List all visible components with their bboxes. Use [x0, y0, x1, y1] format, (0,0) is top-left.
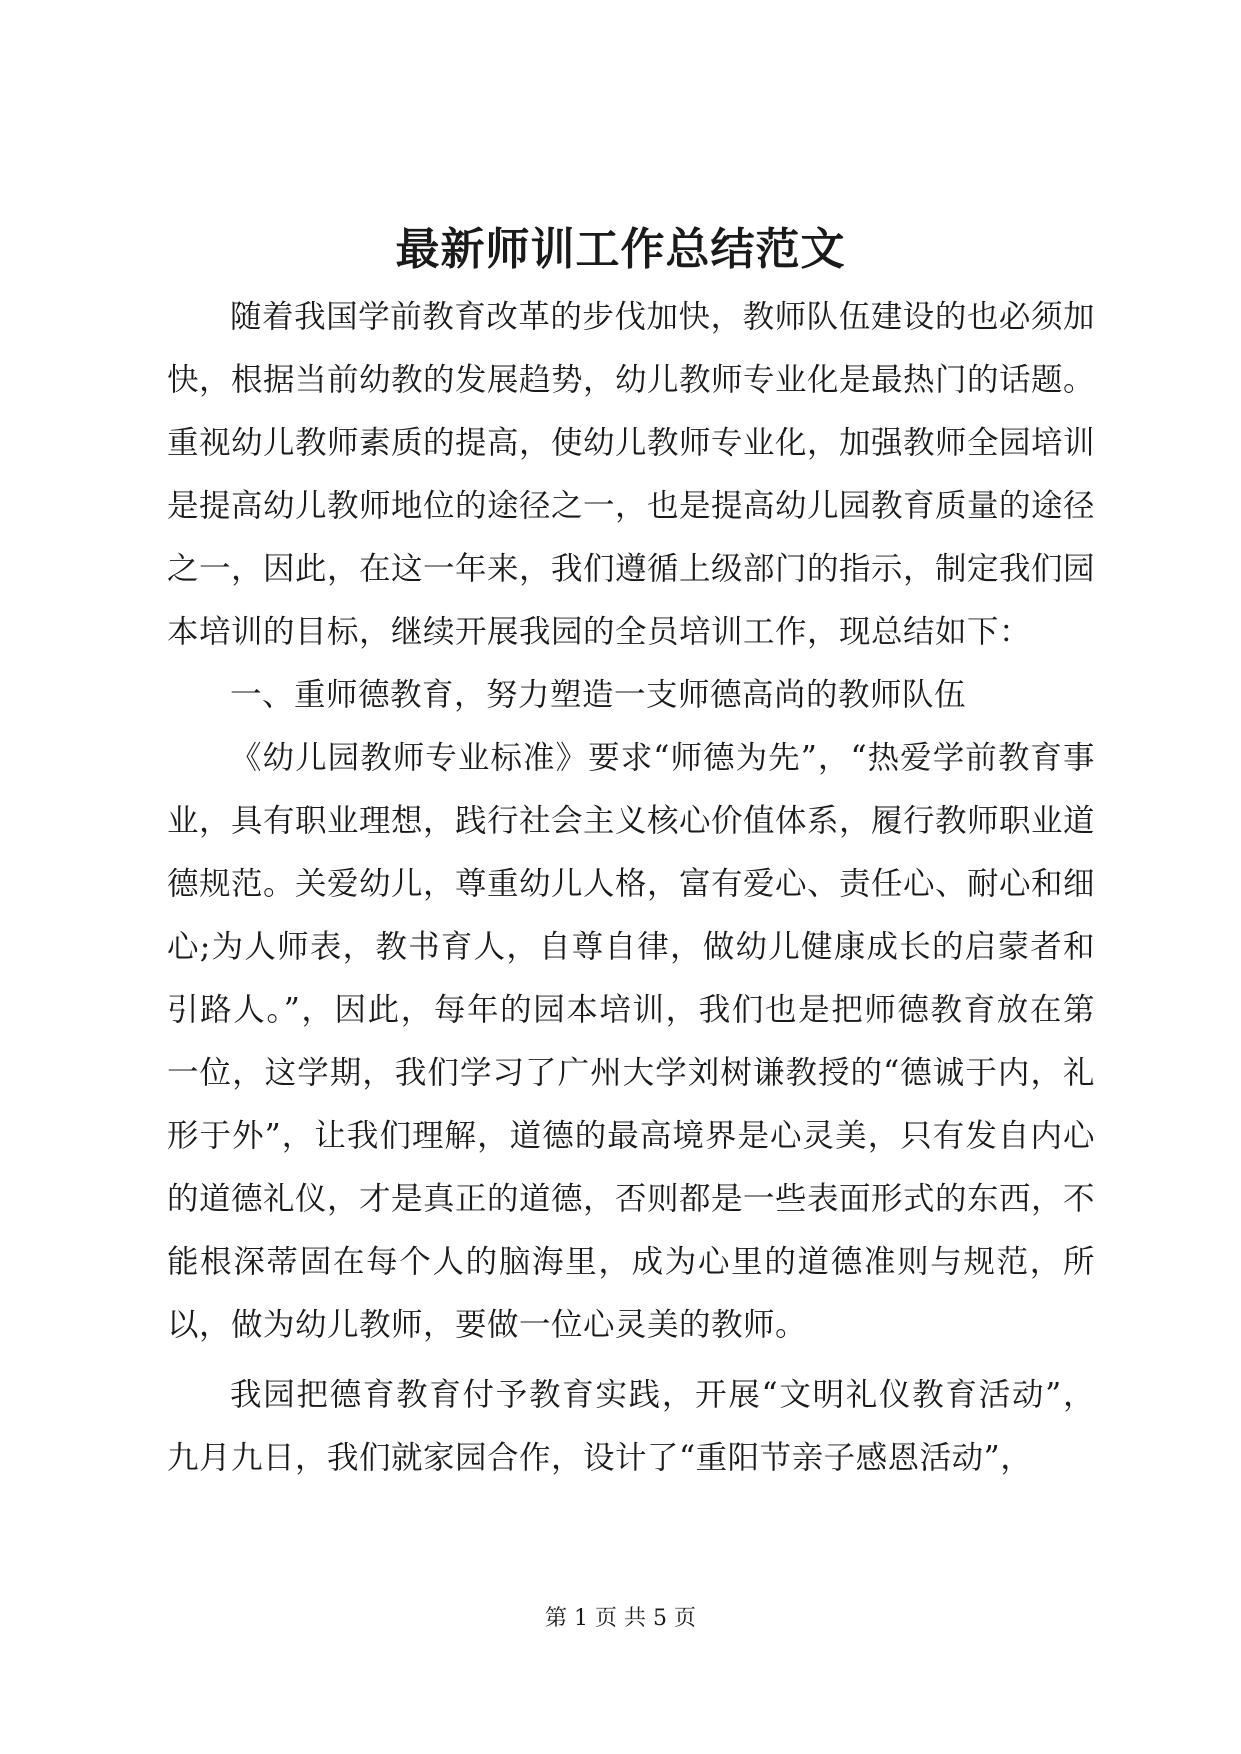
- section-heading-1: 一、重师德教育，努力塑造一支师德高尚的教师队伍: [230, 677, 967, 713]
- paragraph-standard: 《幼儿园教师专业标准》要求“师德为先”，“热爱学前教育事业，具有职业理想，践行社会主义核心价值体系，履行教师职业道德规范。关爱幼儿，尊重幼儿人格，富有爱心、责任心、耐心和细心;为人师表，教书育人，自尊自律，做幼儿健康成长的启蒙者和引路人。”，因此，每年的园本培训，我们也是把师德教育放在第一位，这学期，我们学习了广州大学刘树谦教授的“德诚于内，礼形于外”，让我们理解，道德的最高境界是心灵美，只有发自内心的道德礼仪，才是真正的道德，否则都是一些表面形式的东西，不能根深蒂固在每个人的脑海里，成为心里的道德准则与规范，所以，做为幼儿教师，要做一位心灵美的教师。: [167, 740, 1096, 1343]
- paragraph-intro: 随着我国学前教育改革的步伐加快，教师队伍建设的也必须加快，根据当前幼教的发展趋势，幼儿教师专业化是最热门的话题。重视幼儿教师素质的提高，使幼儿教师专业化，加强教师全园培训是提高幼儿教师地位的途径之一，也是提高幼儿园教育质量的途径之一，因此，在这一年来，我们遵循上级部门的指示，制定我们园本培训的目标，继续开展我园的全员培训工作，现总结如下：: [167, 299, 1096, 650]
- document-body: [167, 286, 1095, 1490]
- page-number: 第 1 页 共 5 页: [545, 1606, 696, 1631]
- paragraph-practice: 我园把德育教育付予教育实践，开展“文明礼仪教育活动”，九月九日，我们就家园合作，设计了“重阳节亲子感恩活动”，: [167, 1377, 1095, 1476]
- document-title: 最新师训工作总结范文: [395, 224, 846, 275]
